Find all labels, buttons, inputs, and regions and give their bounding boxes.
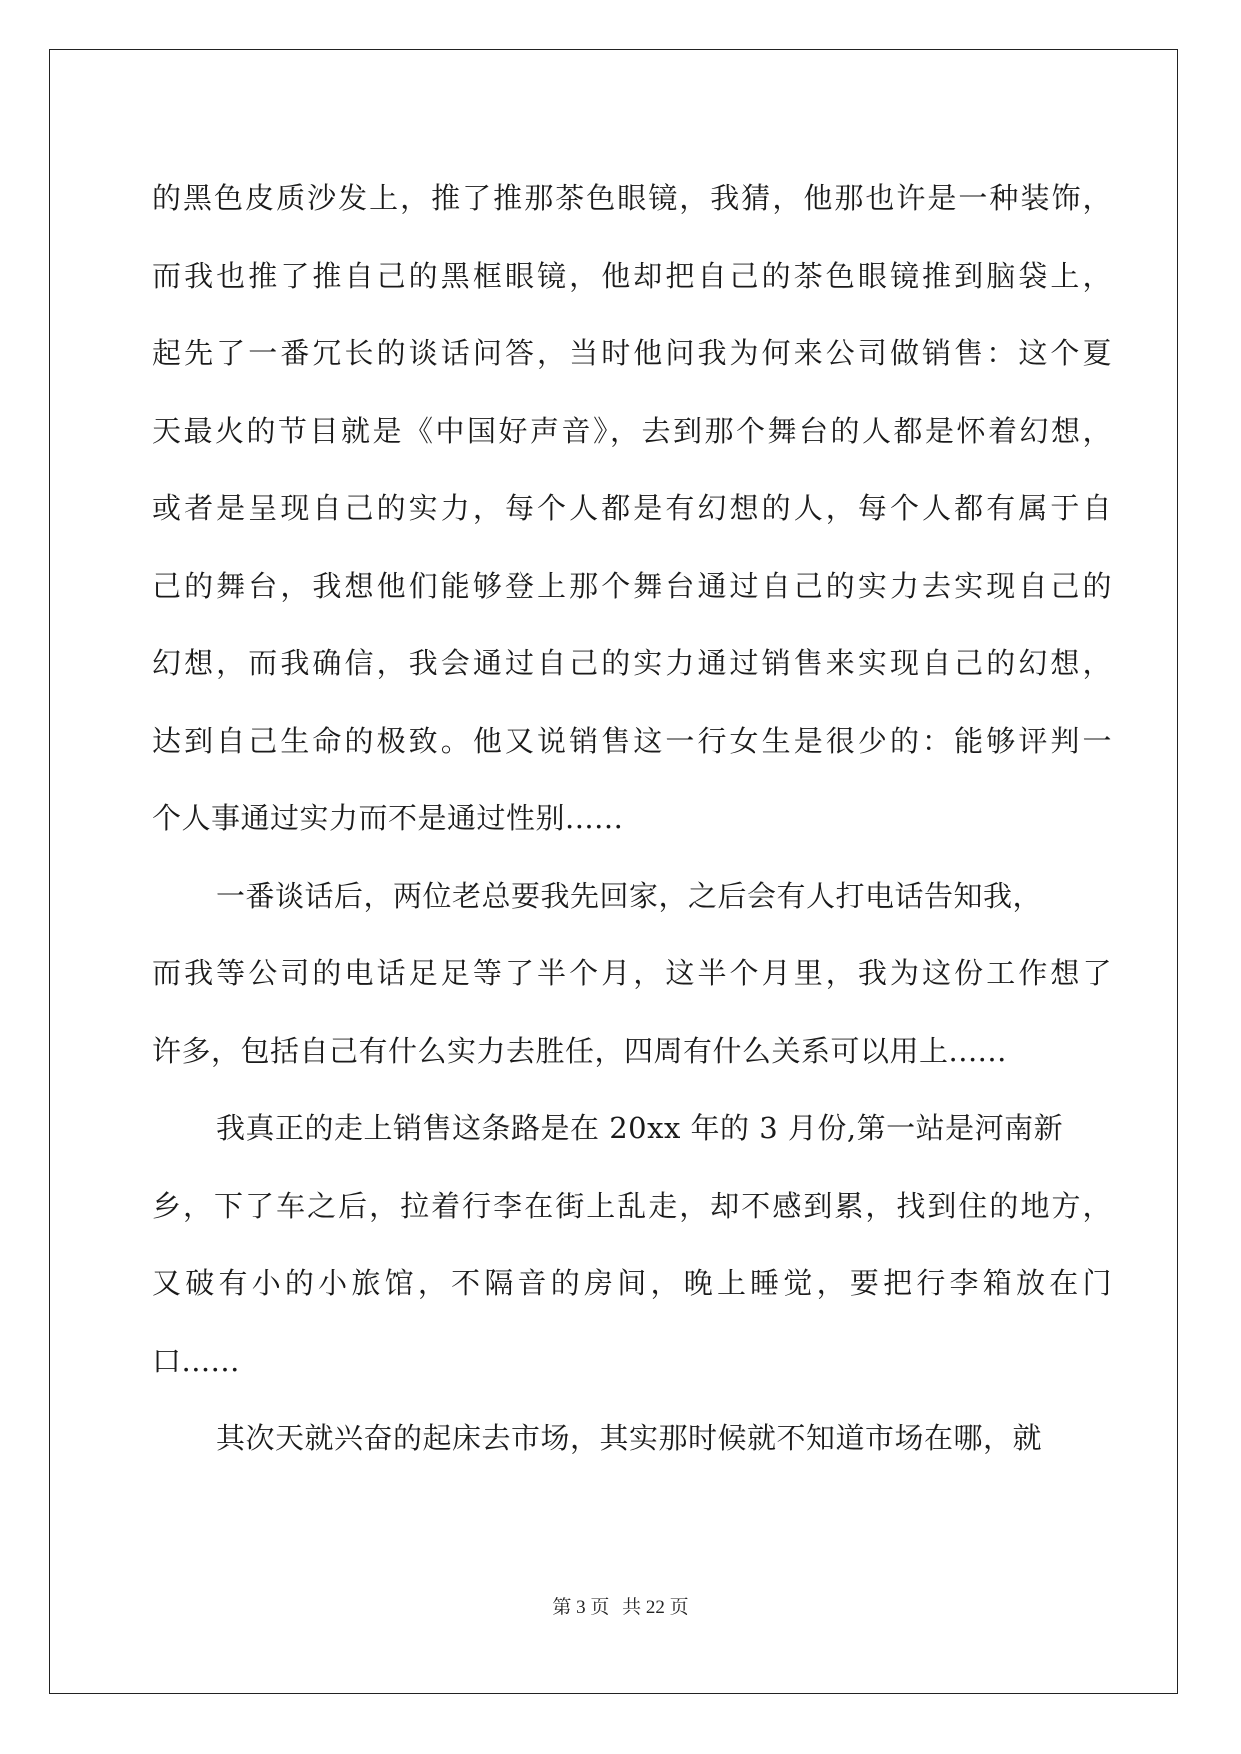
paragraph-first-line: 我真正的走上销售这条路是在 20xx 年的 3 月份,第一站是河南新 <box>216 1111 1064 1145</box>
text-line: 而我也推了推自己的黑框眼镜，他却把自己的茶色眼镜推到脑袋上， <box>152 258 1112 293</box>
document-body <box>152 160 1112 1478</box>
text-line: 个人事通过实力而不是通过性别...... <box>152 801 624 835</box>
text-line: 许多，包括自己有什么实力去胜任，四周有什么关系可以用上...... <box>152 1033 1007 1068</box>
page-footer <box>0 1592 1241 1619</box>
text-line: 口...... <box>152 1343 240 1378</box>
text-line: 达到自己生命的极致。他又说销售这一行女生是很少的：能够评判一 <box>152 723 1112 758</box>
text-line: 又破有小的小旅馆，不隔音的房间，晚上睡觉，要把行李箱放在门 <box>152 1266 1112 1300</box>
text-line: 的黑色皮质沙发上，推了推那茶色眼镜，我猜，他那也许是一种装饰， <box>152 181 1112 215</box>
text-line: 天最火的节目就是《中国好声音》，去到那个舞台的人都是怀着幻想， <box>152 413 1112 448</box>
text-line: 而我等公司的电话足足等了半个月，这半个月里，我为这份工作想了 <box>152 956 1112 990</box>
text-line: 起先了一番冗长的谈话问答，当时他问我为何来公司做销售：这个夏 <box>152 336 1112 370</box>
text-line: 或者是呈现自己的实力，每个人都是有幻想的人，每个人都有属于自 <box>152 491 1112 525</box>
page-number: 第 3 页 <box>552 1597 610 1618</box>
text-line: 幻想，而我确信，我会通过自己的实力通过销售来实现自己的幻想， <box>152 646 1112 680</box>
paragraph-first-line: 其次天就兴奋的起床去市场，其实那时候就不知道市场在哪，就 <box>216 1421 1043 1455</box>
paragraph-first-line: 一番谈话后，两位老总要我先回家，之后会有人打电话告知我， <box>216 878 1043 913</box>
page-total: 共 22 页 <box>622 1597 689 1618</box>
text-line: 己的舞台，我想他们能够登上那个舞台通过自己的实力去实现自己的 <box>152 568 1112 603</box>
text-line: 乡，下了车之后，拉着行李在街上乱走，却不感到累，找到住的地方， <box>152 1188 1112 1223</box>
